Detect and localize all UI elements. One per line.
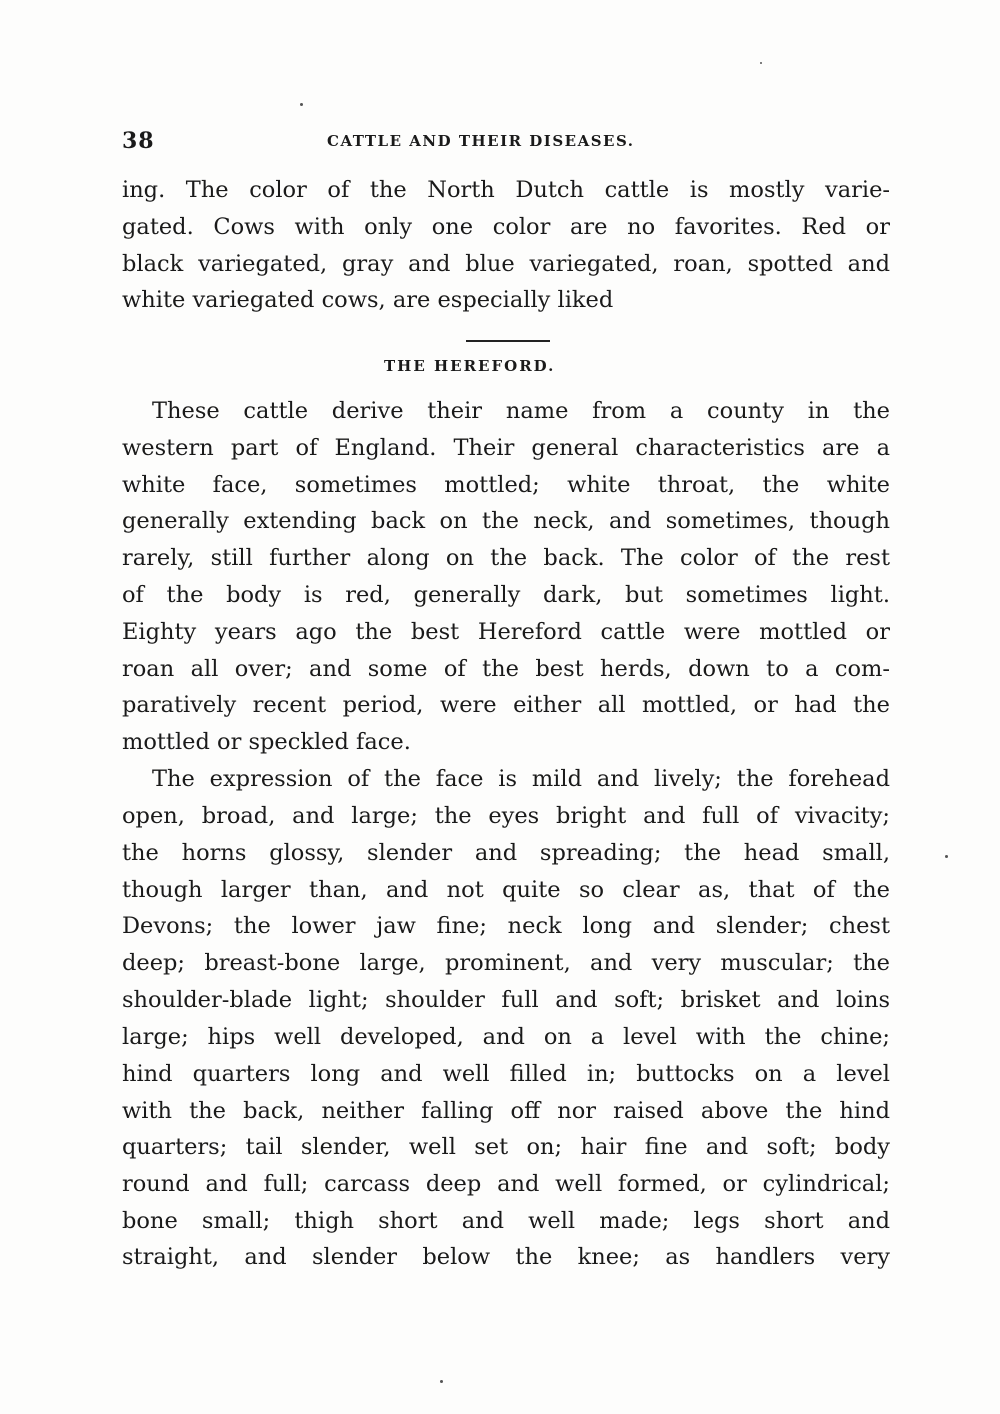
section-heading: THE HEREFORD. (384, 357, 556, 375)
text-line: The expression of the face is mild and lively; the forehead (152, 766, 890, 792)
text-line: bone small; thigh short and well made; legs short and (122, 1208, 890, 1234)
text-line: white variegated cows, are especially liked (122, 287, 614, 313)
text-line: ing. The color of the North Dutch cattle is mostly varie- (122, 177, 890, 203)
text-line: the horns glossy, slender and spreading; the head small, (122, 840, 890, 866)
section-divider (466, 340, 550, 342)
text-line: straight, and slender below the knee; as handlers very (122, 1244, 890, 1270)
text-line: white face, sometimes mottled; white throat, the white (122, 472, 890, 498)
page-number: 38 (122, 128, 155, 154)
text-line: rarely, still further along on the back. The color of the rest (122, 545, 890, 571)
running-title: CATTLE AND THEIR DISEASES. (327, 132, 635, 150)
text-line: deep; breast-bone large, prominent, and very muscular; the (122, 950, 890, 976)
text-line: of the body is red, generally dark, but sometimes light. (122, 582, 890, 608)
scan-speck (440, 1380, 443, 1383)
text-line: paratively recent period, were either all mottled, or had the (122, 692, 890, 718)
text-line: though larger than, and not quite so clear as, that of the (122, 877, 890, 903)
text-line: round and full; carcass deep and well formed, or cylindrical; (122, 1171, 890, 1197)
text-line: hind quarters long and well filled in; buttocks on a level (122, 1061, 890, 1087)
text-line: western part of England. Their general characteristics are a (122, 435, 890, 461)
text-line: shoulder-blade light; shoulder full and soft; brisket and loins (122, 987, 890, 1013)
scan-speck (760, 62, 762, 64)
text-line: gated. Cows with only one color are no favorites. Red or (122, 214, 890, 240)
text-line: open, broad, and large; the eyes bright and full of vivacity; (122, 803, 890, 829)
text-line: Eighty years ago the best Hereford cattle were mottled or (122, 619, 890, 645)
scan-speck (300, 103, 303, 106)
text-line: large; hips well developed, and on a level with the chine; (122, 1024, 890, 1050)
text-line: with the back, neither falling off nor raised above the hind (122, 1098, 890, 1124)
text-line: quarters; tail slender, well set on; hair fine and soft; body (122, 1134, 890, 1160)
text-line: generally extending back on the neck, and sometimes, though (122, 508, 890, 534)
scan-speck (945, 855, 948, 858)
text-line: Devons; the lower jaw fine; neck long and slender; chest (122, 913, 890, 939)
text-line: black variegated, gray and blue variegated, roan, spotted and (122, 251, 890, 277)
page-header (122, 128, 892, 158)
text-line: These cattle derive their name from a county in the (152, 398, 890, 424)
text-line: mottled or speckled face. (122, 729, 411, 755)
text-line: roan all over; and some of the best herds, down to a com- (122, 656, 890, 682)
